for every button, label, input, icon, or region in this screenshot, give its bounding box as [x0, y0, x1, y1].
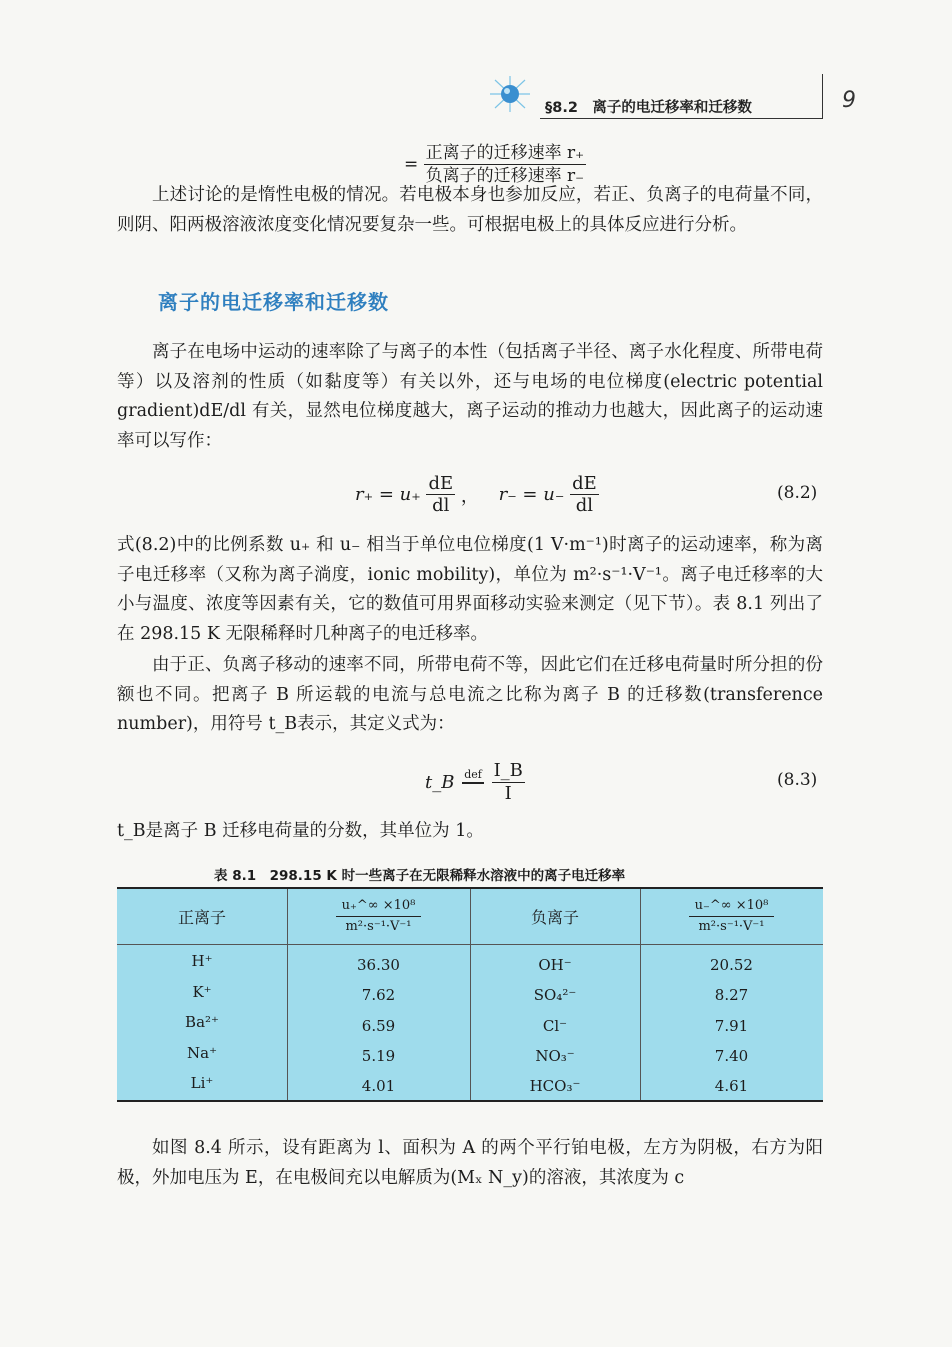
header-anion-mobility-unit: m²·s⁻¹·V⁻¹	[698, 919, 765, 934]
table-caption: 表 8.1 298.15 K 时一些离子在无限稀释水溶液中的离子电迁移率	[214, 868, 626, 884]
cation-value-cell: 5.19	[361, 1047, 396, 1065]
anion-cell: HCO₃⁻	[529, 1077, 581, 1095]
paragraph-tb-unit: t_B是离子 B 迁移电荷量的分数，其单位为 1。	[117, 821, 484, 841]
eq82-numerator: dE	[428, 473, 454, 494]
equation-8-2	[355, 473, 599, 516]
anion-cell: NO₃⁻	[535, 1047, 575, 1065]
header-anion-mobility-symbol: u₋^∞ ×10⁸	[689, 896, 775, 917]
anion-value-cell: 8.27	[714, 986, 749, 1004]
cation-cell: Na⁺	[187, 1044, 217, 1062]
paragraph-ion-velocity: 离子在电场中运动的速率除了与离子的本性（包括离子半径、离子水化程度、所带电荷等）以及溶剂的性质（如黏度等）有关以外，还与电场的电位梯度(electric potential gradient)dE/dl 有关，显然电位梯度越大，离子运动的推动力也越大，因此离子的运动速率可以写作：	[117, 342, 823, 451]
equals-sign: =	[404, 154, 419, 175]
paragraph-figure-8-4: 如图 8.4 所示，设有距离为 l、面积为 A 的两个平行铂电极，左方为阴极，右方为阳极，外加电压为 E，在电极间充以电解质为(Mₓ N_y)的溶液，其浓度为 c	[117, 1138, 823, 1188]
eq83-def-label: def	[462, 768, 484, 784]
section-heading: 离子的电迁移率和迁移数	[158, 290, 389, 314]
paragraph-transference-number: 由于正、负离子移动的速率不同，所带电荷不等，因此它们在迁移电荷量时所分担的份额也不同。把离子 B 所运载的电流与总电流之比称为离子 B 的迁移数(transference number)，用符号 t_B表示，其定义式为：	[117, 655, 823, 734]
eq83-numerator: I_B	[493, 760, 523, 781]
eq82-separator: ，	[460, 485, 479, 507]
eq82-lhs-anion: r₋ = u₋	[498, 484, 565, 505]
ratio-denominator: 负离子的迁移速率 r₋	[425, 166, 585, 186]
page-number: 9	[842, 88, 856, 113]
eq82-numerator-2: dE	[572, 473, 597, 494]
cation-cell: Li⁺	[190, 1074, 214, 1092]
atom-sun-icon	[488, 74, 532, 114]
cation-cell: Ba²⁺	[185, 1013, 219, 1031]
ratio-numerator: 正离子的迁移速率 r₊	[425, 143, 585, 163]
eq82-denominator: dl	[432, 495, 450, 516]
header-cation: 正离子	[177, 908, 226, 927]
cation-value-cell: 6.59	[361, 1017, 396, 1035]
anion-cell: SO₄²⁻	[533, 986, 577, 1004]
header-anion-mobility	[640, 889, 823, 944]
section-header: §8.2 离子的电迁移率和迁移数	[545, 100, 752, 116]
anion-cell: OH⁻	[538, 956, 572, 974]
header-cation-mobility-symbol: u₊^∞ ×10⁸	[336, 896, 422, 917]
paragraph-ionic-mobility: 式(8.2)中的比例系数 u₊ 和 u₋ 相当于单位电位梯度(1 V·m⁻¹)时离子的运动速率，称为离子电迁移率（又称为离子淌度，ionic mobility)，单位为 m²·s⁻¹·V⁻¹。离子电迁移率的大小与温度、浓度等因素有关，它的数值可用界面移动实验来测定（见下节）。表 8.1 列出了在 298.15 K 无限稀释时几种离子的电迁移率。	[117, 535, 823, 644]
ion-mobility-table	[117, 887, 823, 1102]
header-cation-mobility	[287, 889, 470, 944]
eq82-lhs-cation: r₊ = u₊	[355, 484, 421, 505]
header-rule	[540, 118, 823, 119]
equation-number-8-2: (8.2)	[777, 483, 818, 503]
eq82-denominator-2: dl	[575, 495, 594, 516]
cation-value-cell: 36.30	[357, 956, 400, 974]
eq83-lhs: t_B	[425, 772, 455, 793]
header-cation-mobility-unit: m²·s⁻¹·V⁻¹	[345, 919, 412, 934]
eq83-denominator: I	[504, 783, 512, 804]
anion-value-cell: 20.52	[710, 956, 753, 974]
equation-number-8-3: (8.3)	[777, 770, 818, 790]
cation-cell: H⁺	[191, 952, 213, 970]
anion-cell: Cl⁻	[542, 1017, 568, 1035]
header-anion: 负离子	[530, 908, 579, 927]
paragraph-inert-electrode: 上述讨论的是惰性电极的情况。若电极本身也参加反应，若正、负离子的电荷量不同，则阴、阳两极溶液浓度变化情况要复杂一些。可根据电极上的具体反应进行分析。	[117, 185, 823, 235]
cation-cell: K⁺	[192, 983, 212, 1001]
cation-value-cell: 7.62	[361, 986, 396, 1004]
anion-value-cell: 7.91	[714, 1017, 749, 1035]
anion-value-cell: 4.61	[714, 1077, 749, 1095]
header-divider	[822, 74, 823, 118]
anion-value-cell: 7.40	[714, 1047, 749, 1065]
cation-value-cell: 4.01	[361, 1077, 396, 1095]
equation-8-3	[425, 760, 525, 805]
